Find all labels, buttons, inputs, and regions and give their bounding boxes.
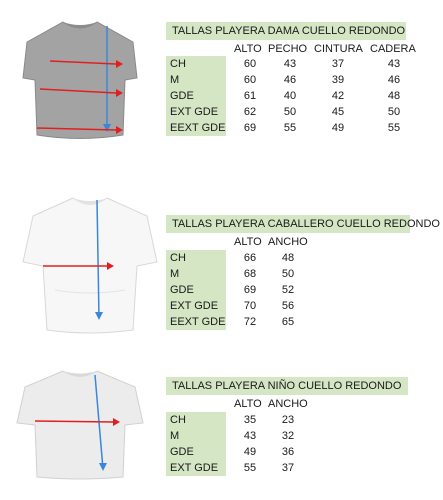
table-cell: 43 bbox=[387, 58, 401, 70]
table-cell: 46 bbox=[283, 74, 297, 86]
table-cell: 49 bbox=[243, 446, 257, 458]
table-cell: 46 bbox=[387, 74, 401, 86]
column-header: CINTURA bbox=[314, 43, 363, 55]
table-cell: 50 bbox=[283, 106, 297, 118]
column-header: PECHO bbox=[268, 43, 308, 55]
table-cell: 68 bbox=[243, 268, 257, 280]
table-cell: 39 bbox=[331, 74, 345, 86]
column-header: ANCHO bbox=[268, 398, 308, 410]
table-cell: 37 bbox=[281, 462, 295, 474]
table-cell: 62 bbox=[243, 106, 257, 118]
kids-shirt-image bbox=[15, 365, 145, 485]
column-header: ALTO bbox=[234, 398, 262, 410]
table-cell: 70 bbox=[243, 300, 257, 312]
table-cell: 23 bbox=[281, 414, 295, 426]
table-cell: 42 bbox=[331, 90, 345, 102]
table-cell: 43 bbox=[283, 58, 297, 70]
size-label: M bbox=[166, 72, 226, 88]
size-label: EXT GDE bbox=[166, 460, 226, 476]
table-cell: 69 bbox=[243, 284, 257, 296]
table-cell: 50 bbox=[281, 268, 295, 280]
column-header: ALTO bbox=[234, 236, 262, 248]
table-cell: 36 bbox=[281, 446, 295, 458]
size-label: EEXT GDE bbox=[166, 314, 226, 330]
table-cell: 61 bbox=[243, 90, 257, 102]
table-cell: 45 bbox=[331, 106, 345, 118]
table-title: TALLAS PLAYERA CABALLERO CUELLO REDONDO bbox=[166, 215, 410, 233]
size-label: EXT GDE bbox=[166, 104, 226, 120]
table-cell: 48 bbox=[281, 252, 295, 264]
column-header: ALTO bbox=[234, 43, 262, 55]
column-header: ANCHO bbox=[268, 236, 308, 248]
size-label: GDE bbox=[166, 88, 226, 104]
table-cell: 35 bbox=[243, 414, 257, 426]
table-cell: 32 bbox=[281, 430, 295, 442]
table-cell: 37 bbox=[331, 58, 345, 70]
column-header: CADERA bbox=[370, 43, 416, 55]
size-label: CH bbox=[166, 412, 226, 428]
table-cell: 49 bbox=[331, 122, 345, 134]
table-cell: 50 bbox=[387, 106, 401, 118]
width-arrow bbox=[35, 421, 113, 422]
table-cell: 60 bbox=[243, 74, 257, 86]
size-label: M bbox=[166, 266, 226, 282]
table-cell: 69 bbox=[243, 122, 257, 134]
table-cell: 55 bbox=[283, 122, 297, 134]
size-label: M bbox=[166, 428, 226, 444]
table-title: TALLAS PLAYERA DAMA CUELLO REDONDO bbox=[166, 22, 406, 40]
table-cell: 55 bbox=[243, 462, 257, 474]
table-cell: 56 bbox=[281, 300, 295, 312]
size-label: GDE bbox=[166, 282, 226, 298]
table-cell: 65 bbox=[281, 316, 295, 328]
size-label: EXT GDE bbox=[166, 298, 226, 314]
size-label: GDE bbox=[166, 444, 226, 460]
table-cell: 52 bbox=[281, 284, 295, 296]
table-cell: 40 bbox=[283, 90, 297, 102]
table-cell: 48 bbox=[387, 90, 401, 102]
table-cell: 43 bbox=[243, 430, 257, 442]
size-label: EEXT GDE bbox=[166, 120, 226, 136]
table-cell: 72 bbox=[243, 316, 257, 328]
size-label: CH bbox=[166, 56, 226, 72]
table-cell: 55 bbox=[387, 122, 401, 134]
table-cell: 66 bbox=[243, 252, 257, 264]
table-title: TALLAS PLAYERA NIÑO CUELLO REDONDO bbox=[166, 377, 408, 395]
table-cell: 60 bbox=[243, 58, 257, 70]
size-label: CH bbox=[166, 250, 226, 266]
